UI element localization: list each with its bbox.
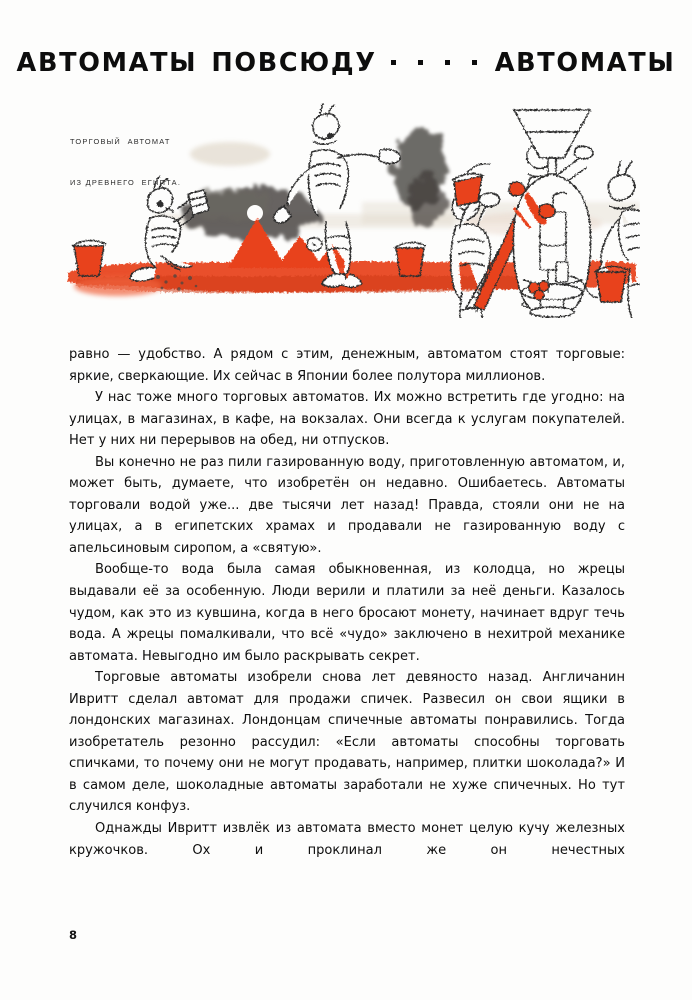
title-word-middle: ПОВСЮДУ (211, 48, 377, 78)
illustration-caption-line-2: ИЗ ДРЕВНЕГО ЕГИПТА. (70, 177, 182, 187)
paragraph: Однажды Ивритт извлёк из автомата вместо монет целую кучу железных кружочков. Ох и проклинал же он нечестных (69, 821, 625, 858)
falling-coin-left (307, 238, 322, 251)
coin-in-hand (509, 182, 525, 196)
paragraph: У нас тоже много торговых автоматов. Их можно встретить где угодно: на улицах, в магазинах, в кафе, на вокзалах. Они всегда к услугам покупателей. Нет у них ни перерывов на обед, ни отпусков. (69, 390, 625, 449)
falling-coin-vessel (539, 204, 555, 218)
page-number: 8 (69, 928, 78, 942)
illustration-canvas (62, 96, 640, 318)
article-body (69, 344, 625, 861)
title-word-right: АВТОМАТЫ (494, 48, 676, 78)
title-dot (391, 60, 396, 65)
title-word-left: АВТОМАТЫ (16, 48, 198, 78)
egyptian-vending-machine-illustration (62, 96, 640, 318)
page-title (0, 48, 692, 78)
title-dot (418, 60, 423, 65)
title-dot-leader (391, 60, 477, 67)
paragraph: Торговые автоматы изобрели снова лет девяносто назад. Англичанин Ивритт сделал автомат для продажи спичек. Развесил он свои ящики в лондонских магазинах. Лондонцам спичечные автоматы понравились. Тогда изобретатель резонно рассудил: «Если автоматы способны торговать спичками, то почему они не могут продавать, например, плитки шоколада?» И в самом деле, шоколадные автоматы заработали не хуже спичечных. Но тут случился конфуз. (69, 670, 625, 815)
paragraph: равно — удобство. А рядом с этим, денежным, автоматом стоят торговые: яркие, сверкающие. Их сейчас в Японии более полутора миллионов. (69, 347, 625, 384)
title-dot (445, 60, 450, 65)
paragraph: Вы конечно не раз пили газированную воду, приготовленную автоматом, и, может быть, думаете, что изобретён он недавно. Ошибаетесь. Автоматы торговали водой уже... две тысячи лет назад! Правда, стояли они не на улицах, а в египетских храмах и продавали не газированную воду с апельсиновым сиропом, а «святую». (69, 454, 625, 556)
paragraph: Вообще-то вода была самая обыкновенная, из колодца, но жрецы выдавали её за особенную. Люди верили и платили за неё деньги. Казалось чудом, как это из кувшина, когда в него бросают монету, начинает вдруг течь вода. А жрецы помалкивали, что всё «чудо» заключено в нехитрой механике автомата. Невыгодно им было раскрывать секрет. (69, 562, 625, 664)
red-cup (638, 252, 640, 256)
illustration-caption-line-1: ТОРГОВЫЙ АВТОМАТ (70, 137, 171, 146)
title-dot (472, 60, 477, 65)
